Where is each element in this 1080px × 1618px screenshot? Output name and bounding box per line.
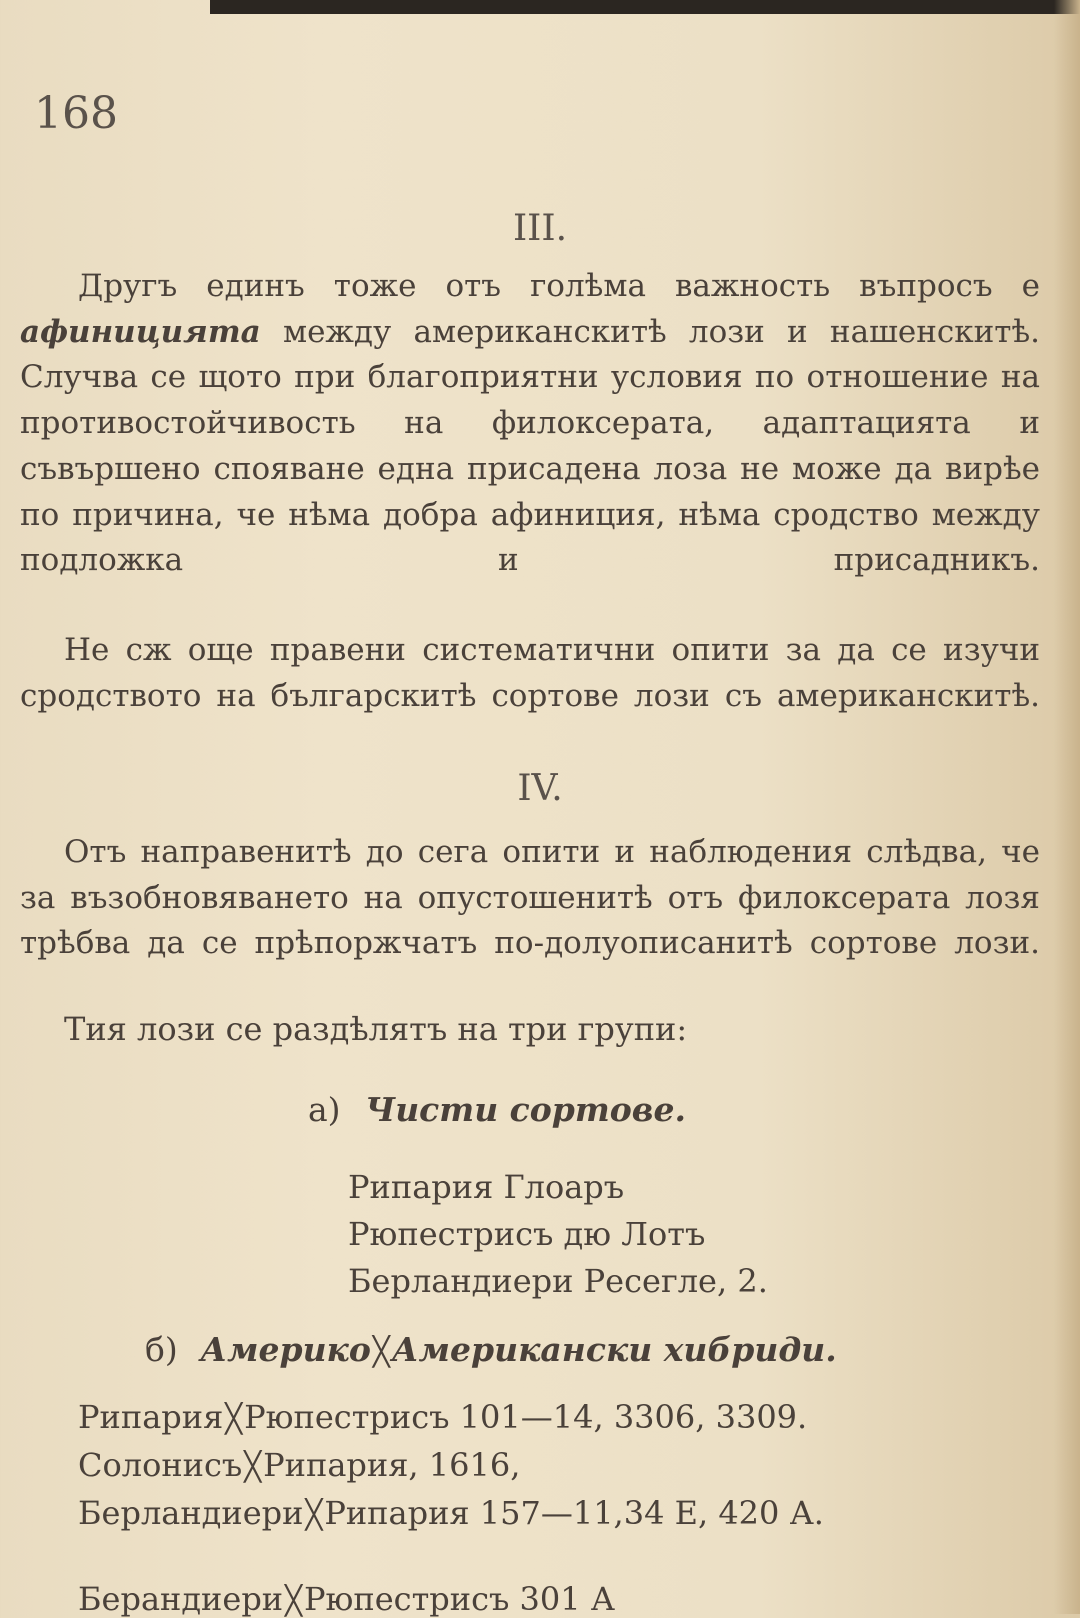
term-affinity: афиницията bbox=[20, 313, 261, 350]
group-a-heading bbox=[308, 1090, 686, 1129]
group-a-item: Рюпестрисъ дю Лотъ bbox=[348, 1215, 706, 1253]
hybrid-parent-left: Берландиери bbox=[78, 1494, 304, 1532]
group-b-marker: б) bbox=[145, 1330, 178, 1369]
cross-symbol: ╳ bbox=[372, 1335, 390, 1368]
cross-symbol: ╳ bbox=[225, 1402, 243, 1435]
group-b-item bbox=[78, 1398, 807, 1436]
hybrid-parent-left: Рипария bbox=[78, 1398, 224, 1436]
hybrid-parent-right: Рюпестрисъ 101—14, 3306, 3309. bbox=[244, 1398, 808, 1436]
group-b-item bbox=[78, 1494, 824, 1532]
paragraph-renewal-text: Отъ направенитѣ до сега опити и наблюдения слѣдва, че за възобновяването на опустошенитѣ отъ филоксерата лозя трѣбва да се прѣпоржчатъ по-долуописанитѣ сортове лози. bbox=[20, 834, 1040, 962]
group-b-item bbox=[78, 1580, 615, 1618]
hybrid-parent-right: Рипария, 1616, bbox=[263, 1446, 521, 1484]
paragraph-groups: Тия лози се раздѣлятъ на три групи: bbox=[64, 1010, 688, 1048]
group-a-marker: а) bbox=[308, 1090, 341, 1129]
group-b-title-right: Американски хибриди. bbox=[391, 1330, 837, 1369]
cross-symbol: ╳ bbox=[305, 1498, 323, 1531]
hybrid-parent-right: Рипария 157—11,34 Е, 420 А. bbox=[324, 1494, 824, 1532]
section-heading-3: III. bbox=[512, 208, 568, 249]
group-a-item: Берландиери Ресегле, 2. bbox=[348, 1262, 768, 1300]
paragraph-affinity-start: Другъ единъ тоже отъ голѣма важность въпросъ е bbox=[78, 268, 1040, 304]
page-top-edge bbox=[210, 0, 1080, 14]
page-number: 168 bbox=[34, 88, 118, 139]
paragraph-affinity bbox=[20, 264, 1040, 584]
group-a-title: Чисти сортове. bbox=[365, 1090, 686, 1129]
hybrid-parent-right: Рюпестрисъ 301 А bbox=[303, 1580, 616, 1618]
cross-symbol: ╳ bbox=[285, 1584, 302, 1617]
paragraph-renewal bbox=[20, 830, 1040, 967]
cross-symbol: ╳ bbox=[244, 1450, 262, 1483]
group-b-title-left: Америко bbox=[200, 1330, 371, 1369]
group-b-item bbox=[78, 1446, 520, 1484]
section-heading-4: IV. bbox=[517, 768, 563, 809]
paragraph-experiments bbox=[20, 628, 1040, 719]
group-b-heading bbox=[145, 1330, 837, 1369]
hybrid-parent-left: Берандиери bbox=[78, 1580, 284, 1618]
hybrid-parent-left: Солонисъ bbox=[78, 1446, 243, 1484]
paragraph-affinity-rest: между американскитѣ лози и нашенскитѣ. Случва се щото при благоприятни условия по отношение на противостойчивость на филоксерата, адаптацията и съвършено спояване една присадена лоза не може да вирѣе по причина, че нѣма добра афиниция, нѣма сродство между подложка и присадникъ. bbox=[20, 313, 1040, 579]
group-a-item: Рипария Глоаръ bbox=[348, 1168, 625, 1206]
paragraph-experiments-text: Не сж още правени систематични опити за да се изучи сродството на българскитѣ сортове лози съ американскитѣ. bbox=[20, 632, 1040, 714]
